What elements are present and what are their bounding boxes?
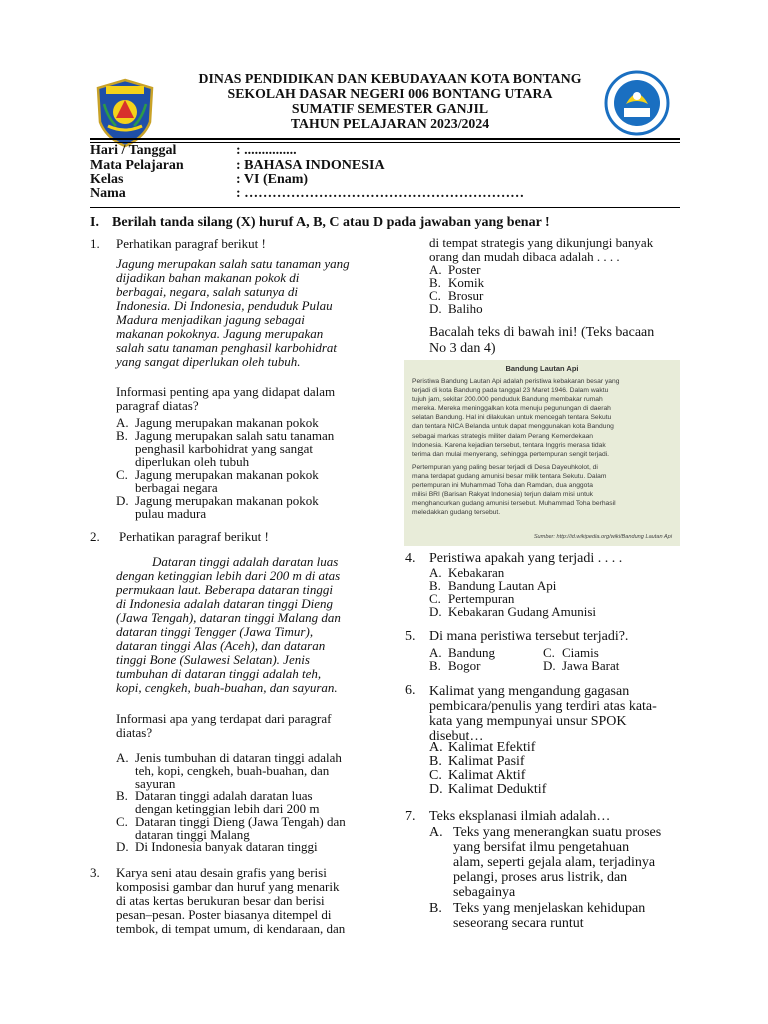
option-key: A. [116,750,129,765]
option-text: Bandung Lautan Api [448,578,557,593]
q5-number: 5. [405,629,416,644]
option-key: A. [429,825,443,840]
reading-line: Indonesia. Karena kejadian tersebut, tentara Inggris merasa tidak [412,441,606,449]
option-key: B. [429,578,441,593]
q6-question [429,684,679,744]
reading-line: meledakkan gudang tersebut. [412,509,501,517]
section-heading [90,215,690,231]
header-line-1: DINAS PENDIDIKAN DAN KEBUDAYAAN KOTA BONTANG [198,71,582,86]
option-key: D. [429,604,442,619]
option-text: Komik [448,275,485,290]
header-line-4: TAHUN PELAJARAN 2023/2024 [290,116,490,131]
reading-instruction-line: No 3 dan 4) [429,341,496,356]
option-text: Jagung merupakan makanan pokok [135,415,319,430]
q1-passage-line: makanan pokoknya. Jagung merupakan [116,326,324,341]
option-text: Poster [448,262,481,277]
q1-passage-line: berbagai, negara, salah satunya di [116,284,298,299]
reading-instruction [429,325,681,357]
option-text: Di Indonesia banyak dataran tinggi [135,839,318,854]
option-text: Teks yang menjelaskan kehidupan [453,901,646,916]
reading-text-box [404,360,680,546]
option-text: berbagai negara [135,480,218,495]
q5-question: Di mana peristiwa tersebut terjadi?. [429,629,629,644]
q6-question-line: disebut… [429,729,484,744]
q1-passage-line: salah satu tanaman penghasil karbohidrat [116,340,338,355]
option-key: C. [116,814,128,829]
option-text: sayuran [135,776,176,791]
q1-question-line: Informasi penting apa yang didapat dalam [116,384,336,399]
q2-passage-line: permukaan laut. Beberapa dataran tinggi [116,582,334,597]
reading-line: mana terdapat gudang amunisi besar milik tentara Sekutu. Dalam [412,473,607,481]
q3-line: komposisi gambar dan huruf yang menarik [116,879,340,894]
option-text: yang bersifat ilmu pengetahuan [453,840,630,855]
info-nama-label: Nama [90,186,126,201]
q1-option-b[interactable] [116,429,366,468]
option-text: Jagung merupakan makanan pokok [135,467,319,482]
q3-line: tembok, di tempat umum, di kendaraan, dan [116,921,346,936]
option-text: Jagung merupakan salah satu tanaman [135,428,335,443]
q6-question-line: Kalimat yang mengandung gagasan [429,684,630,699]
reading-line: terima dan mulai menyerang, sehingga pertempuran sengit terjadi. [412,450,610,458]
option-text: seseorang secara runtut [453,916,584,931]
option-text: penghasil karbohidrat yang sangat [135,441,313,456]
option-text: Jawa Barat [562,658,620,673]
option-text: alam, seperti gejala alam, terjadinya [453,855,656,870]
info-rule [90,207,680,208]
header-rule-thick [90,138,680,140]
option-text: Ciamis [562,645,599,660]
reading-line: pertempuran ini Muhammad Toha dan Ramdan, dua anggota [412,482,593,490]
info-kelas-value: : VI (Enam) [236,172,309,187]
q6-question-line: kata yang mempunyai unsur SPOK [429,714,627,729]
q1-question-line: paragraf diatas? [116,398,199,413]
option-key: B. [429,901,442,916]
q6-option-c[interactable] [429,769,525,783]
option-text: Bogor [448,658,481,673]
section-number: I. [90,215,99,230]
option-text: pulau madura [135,506,207,521]
reading-line: milisi BRI (Barisan Rakyat Indonesia) terjun dalam misi untuk [412,491,594,499]
q3-line: orang dan mudah dibaca adalah . . . . [429,249,620,264]
header-rule-thin [90,142,680,143]
q1-question [116,385,366,413]
option-key: B. [116,788,128,803]
q2-question [116,712,366,740]
q7-option-b[interactable] [429,901,679,931]
option-key: D. [116,839,129,854]
reading-line: Pertempuran yang paling besar terjadi di Desa Dayeuhkolot, di [412,464,598,471]
info-hari-label: Hari / Tanggal [90,143,177,158]
reading-source: Sumber: http://id.wikipedia.org/wiki/Bandung Lautan Api [533,534,672,540]
option-text: diperlukan oleh tubuh [135,454,250,469]
option-key: B. [429,275,441,290]
q2-passage-line: tinggi Bone (Sulawesi Selatan). Jenis [116,652,310,667]
q3-option-d[interactable] [429,302,483,315]
q2-intro: Perhatikan paragraf berikut ! [119,529,269,544]
q2-option-c[interactable] [116,815,366,841]
option-text: Kalimat Pasif [448,754,525,769]
reading-line: mereka. Mereka meninggalkan kota menuju pegunungan di daerah [412,405,611,413]
q4-option-d[interactable] [429,605,596,618]
option-key: C. [429,288,441,303]
q6-question-line: pembicara/penulis yang terdiri atas kata- [429,699,657,714]
option-key: B. [429,658,441,673]
q2-passage-line: tumbuhan di dataran tinggi adalah teh, [116,666,322,681]
q2-passage-line: kopi, cengkeh, buah-buahan, dan sayuran. [116,680,338,695]
option-text: Jenis tumbuhan di dataran tinggi adalah [135,750,342,765]
q6-option-b[interactable] [429,755,525,769]
info-mapel-value: : BAHASA INDONESIA [236,158,385,173]
q2-question-line: diatas? [116,725,153,740]
option-key: C. [429,591,441,606]
info-hari-value: : ............... [236,143,297,158]
option-key: C. [116,467,128,482]
q3-question-right [429,236,679,264]
option-key: D. [429,301,442,316]
option-key: C. [429,768,442,783]
reading-title: Bandung Lautan Api [505,364,579,373]
q5-option-b[interactable] [429,659,481,672]
q1-passage [116,257,362,369]
option-text: Dataran tinggi Dieng (Jawa Tengah) dan [135,814,346,829]
q2-passage [116,555,362,695]
section-title: Berilah tanda silang (X) huruf A, B, C atau D pada jawaban yang benar ! [112,215,550,230]
q3-number: 3. [90,865,100,880]
q2-option-d[interactable] [116,840,366,853]
option-text: Pertempuran [448,591,515,606]
option-text: Kebakaran [448,565,505,580]
option-text: Kalimat Deduktif [448,782,547,797]
reading-paragraph-2 [412,463,672,518]
option-key: D. [543,658,556,673]
q2-passage-line: (Jawa Tengah), dataran tinggi Malang dan [116,610,341,625]
option-text: Bandung [448,645,495,660]
option-key: A. [429,740,443,755]
q2-passage-line: di Indonesia adalah dataran tinggi Dieng [116,596,334,611]
q2-question-line: Informasi apa yang terdapat dari paragraf [116,711,332,726]
option-key: A. [429,645,442,660]
option-key: B. [429,754,442,769]
q1-option-d[interactable] [116,494,366,520]
option-text: dataran tinggi Malang [135,827,250,842]
q7-option-a[interactable] [429,825,679,900]
q1-passage-line: dijadikan bahan makanan pokok di [116,270,300,285]
option-text: teh, kopi, cengkeh, buah-buahan, dan [135,763,330,778]
option-text: Kalimat Efektif [448,740,536,755]
option-key: A. [429,565,442,580]
info-mapel-label: Mata Pelajaran [90,158,184,173]
q3-line: di tempat strategis yang dikunjungi banyak [429,235,654,250]
option-text: Dataran tinggi adalah daratan luas [135,788,313,803]
q6-number: 6. [405,683,416,698]
q3-line: di atas kertas berukuran besar dan berisi [116,893,325,908]
option-key: A. [429,262,442,277]
header-line-2: SEKOLAH DASAR NEGERI 006 BONTANG UTARA [227,86,553,101]
q2-passage-line: dataran tinggi Tengger (Jawa Timur), [116,624,314,639]
option-key: C. [543,645,555,660]
q1-passage-line: Jagung merupakan salah satu tanaman yang [116,256,350,271]
option-text: pelangi, proses arus listrik, dan [453,870,628,885]
q6-option-a[interactable] [429,741,535,755]
option-key: D. [116,493,129,508]
q2-passage-line: dataran tinggi Alas (Aceh), dan dataran [116,638,326,653]
reading-instruction-line: Bacalah teks di bawah ini! (Teks bacaan [429,325,655,340]
reading-line: terjadi di kota Bandung pada tanggal 23 Maret 1946. Dalam waktu [412,387,609,395]
q3-line: pesan–pesan. Poster biasanya ditempel di [116,907,332,922]
reading-line: dan tentara NICA Belanda untuk dapat menggunakan kota Bandung [412,423,614,431]
option-text: Brosur [448,288,484,303]
option-text: Baliho [448,301,483,316]
option-text: Jagung merupakan makanan pokok [135,493,319,508]
q7-number: 7. [405,809,416,824]
q4-question: Peristiwa apakah yang terjadi . . . . [429,551,623,566]
q1-passage-line: Madura menjadikan jagung sebagai [116,312,305,327]
q2-number: 2. [90,529,100,544]
q2-option-b[interactable] [116,789,366,815]
option-text: sebagainya [453,885,516,900]
reading-line: tujuh jam, sekitar 200.000 penduduk Bandung membakar rumah [412,396,603,404]
reading-line: selatan Bandung. Hal ini dilakukan untuk mencegah tentara Sekutu [412,414,612,422]
reading-line: Peristiwa Bandung Lautan Api adalah peristiwa kebakaran besar yang [412,378,620,385]
option-text: Kebakaran Gudang Amunisi [448,604,597,619]
q1-option-c[interactable] [116,468,366,494]
reading-line: menghancurkan gudang amunisi tersebut. Muhammad Toha berhasil [412,500,616,508]
header-line-3: SUMATIF SEMESTER GANJIL [291,101,489,116]
q1-passage-line: Indonesia. Di Indonesia, penduduk Pulau [116,298,333,313]
q1-intro: Perhatikan paragraf berikut ! [116,236,266,251]
info-nama-value: : …………………………………………………… [236,186,525,201]
option-text: Teks yang menerangkan suatu proses [453,825,662,840]
q7-question: Teks eksplanasi ilmiah adalah… [429,809,611,824]
q2-passage-line: Dataran tinggi adalah daratan luas [152,554,339,569]
q6-option-d[interactable] [429,783,546,797]
info-kelas-label: Kelas [90,172,124,187]
option-key: B. [116,428,128,443]
q5-option-d[interactable] [543,659,619,672]
q3-line: Karya seni atau desain grafis yang berisi [116,865,327,880]
option-key: A. [116,415,129,430]
q1-number: 1. [90,236,100,251]
reading-paragraph-1 [412,377,672,459]
q3-question-left [116,866,362,936]
option-text: dengan ketinggian lebih dari 200 m [135,801,320,816]
reading-line: sebagai markas strategis militer dalam Perang Kemerdekaan [412,432,594,440]
q2-option-a[interactable] [116,751,366,790]
q2-passage-line: dengan ketinggian lebih dari 200 m di atas [116,568,341,583]
q4-number: 4. [405,551,416,566]
q1-passage-line: yang sangat diperlukan oleh tubuh. [116,354,301,369]
option-text: Kalimat Aktif [448,768,526,783]
option-key: D. [429,782,443,797]
